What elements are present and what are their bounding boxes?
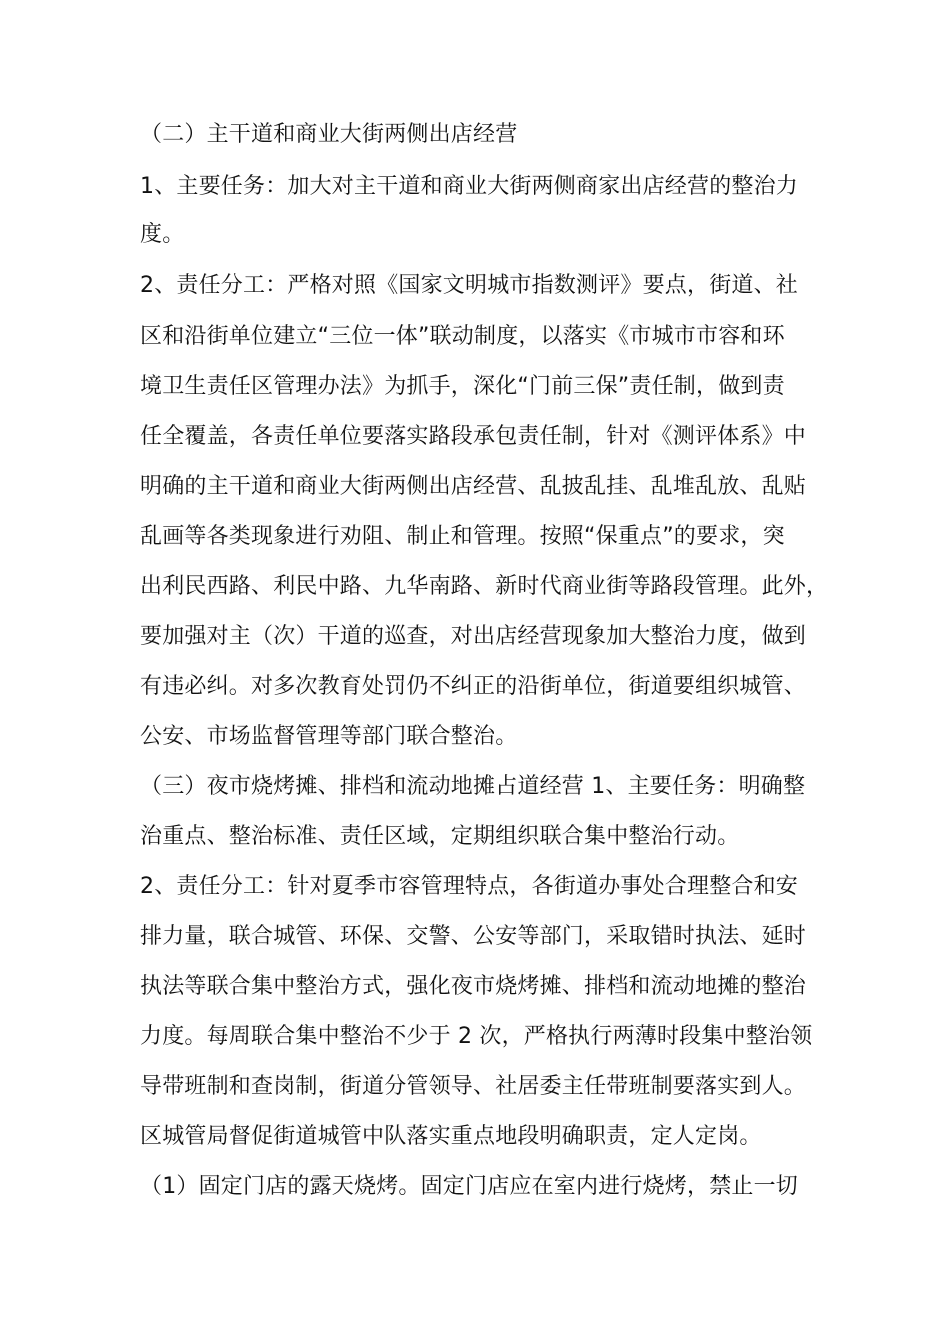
paragraph-line: 明确的主干道和商业大街两侧出店经营、乱披乱挂、乱堆乱放、乱贴 — [140, 474, 807, 499]
paragraph-line: 导带班制和查岗制，街道分管领导、社居委主任带班制要落实到人。 — [140, 1074, 807, 1099]
section-heading-2: （二）主干道和商业大街两侧出店经营 — [140, 122, 518, 147]
paragraph-line: 2、责任分工：针对夏季市容管理特点，各街道办事处合理整合和安 — [140, 874, 798, 899]
paragraph-line: （1）固定门店的露天烧烤。固定门店应在室内进行烧烤，禁止一切 — [140, 1174, 798, 1199]
paragraph-line: 2、责任分工：严格对照《国家文明城市指数测评》要点，街道、社 — [140, 273, 798, 298]
paragraph-line: 执法等联合集中整治方式，强化夜市烧烤摊、排档和流动地摊的整治 — [140, 974, 807, 999]
paragraph-line: 有违必纠。对多次教育处罚仍不纠正的沿街单位，街道要组织城管、 — [140, 674, 807, 699]
paragraph-line: 1、主要任务：加大对主干道和商业大街两侧商家出店经营的整治力 — [140, 174, 798, 199]
paragraph-line: 治重点、整治标准、责任区域，定期组织联合集中整治行动。 — [140, 824, 740, 849]
paragraph-line: 要加强对主（次）干道的巡查，对出店经营现象加大整治力度，做到 — [140, 624, 807, 649]
paragraph-line: 区城管局督促街道城管中队落实重点地段明确职责，定人定岗。 — [140, 1124, 762, 1149]
section-heading-3: （三）夜市烧烤摊、排档和流动地摊占道经营 1、主要任务：明确整 — [140, 774, 806, 799]
paragraph-line: 出利民西路、利民中路、九华南路、新时代商业街等路段管理。此外， — [140, 574, 829, 599]
paragraph-line: 区和沿街单位建立“三位一体”联动制度，以落实《市城市市容和环 — [140, 324, 785, 349]
paragraph-line: 力度。每周联合集中整治不少于 2 次，严格执行两薄时段集中整治领 — [140, 1024, 813, 1049]
paragraph-line: 排力量，联合城管、环保、交警、公安等部门，采取错时执法、延时 — [140, 924, 807, 949]
paragraph-line: 公安、市场监督管理等部门联合整治。 — [140, 724, 518, 749]
paragraph-line: 境卫生责任区管理办法》为抓手，深化“门前三保”责任制，做到责 — [140, 374, 785, 399]
paragraph-line: 度。 — [140, 222, 185, 247]
paragraph-line: 任全覆盖，各责任单位要落实路段承包责任制，针对《测评体系》中 — [140, 424, 807, 449]
paragraph-line: 乱画等各类现象进行劝阻、制止和管理。按照“保重点”的要求，突 — [140, 524, 785, 549]
